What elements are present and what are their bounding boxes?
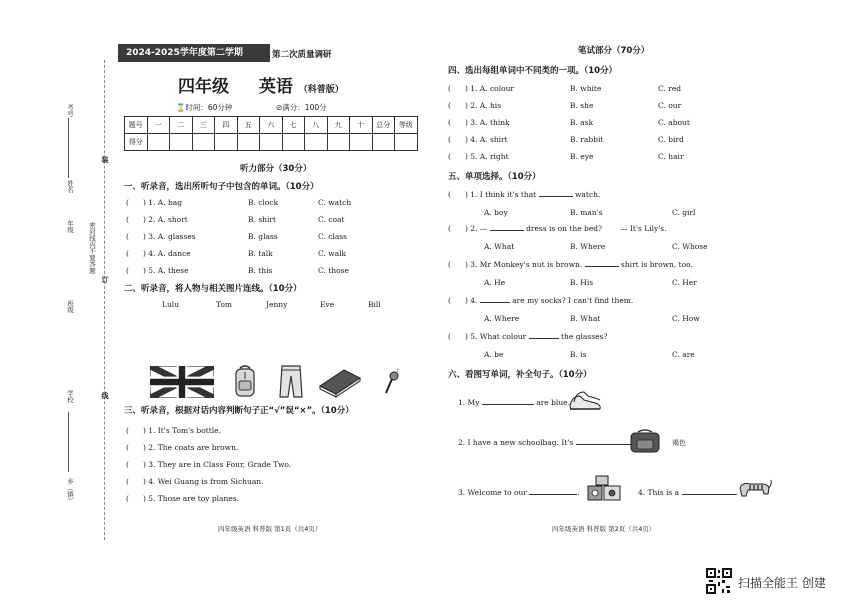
exam-title (178, 72, 344, 97)
tiger-icon (736, 478, 772, 500)
list-item: ( ) 5. What colour the glasses? (448, 332, 608, 341)
list-item (458, 438, 634, 447)
score-cell[interactable] (327, 134, 350, 151)
title-banner: 2024-2025学年度第二学期 (118, 44, 270, 62)
list-item: ( ) 4. Wei Guang is from Sichuan. (126, 477, 264, 486)
list-item: ( ) 5. Those are toy planes. (126, 494, 240, 503)
option-b: B. man's (570, 208, 603, 217)
fill-blank[interactable] (529, 494, 577, 495)
option-a: 5. A. right (470, 152, 509, 161)
list-item: ( ) 3. They are in Class Four, Grade Two. (126, 460, 292, 469)
section4-title: 四、选出每组单词中不同类的一项。（10分） (448, 66, 618, 76)
list-item: ( ) 5. A. right (448, 152, 509, 161)
backpack-icon (232, 364, 258, 398)
score-cell[interactable] (147, 134, 170, 151)
score-table (124, 116, 418, 151)
score-cell[interactable] (350, 134, 373, 151)
score-cell: 四 (215, 117, 238, 134)
list-item: ( ) 3. Mr Monkey's nut is brown. shirt is brown, too. (448, 260, 693, 269)
person-name: Tom (216, 300, 233, 309)
option-c: C. about (658, 118, 690, 127)
margin-label-town: 乡（镇） (66, 478, 74, 504)
option-c: C. are (672, 350, 695, 359)
microphone-icon (382, 368, 402, 396)
option-c: C. Her (672, 278, 697, 287)
margin-label-class: 班级 (66, 300, 74, 313)
question-text: the glasses? (561, 332, 608, 341)
option-a: 3. A. glasses (148, 232, 196, 241)
option-b: B. ask (570, 118, 594, 127)
statement: 2. The coats are brown. (148, 443, 239, 452)
list-item: ( ) 4. A. dance (126, 249, 191, 258)
book-icon (318, 366, 362, 398)
title-subject: 英语 (258, 77, 293, 97)
check-circle-icon: ⊘ (276, 103, 283, 112)
score-total-info (276, 102, 327, 113)
svg-text:♪: ♪ (396, 368, 400, 374)
option-c: C. girl (672, 208, 696, 217)
title-grade: 四年级 (178, 77, 229, 97)
left-page-footer: 四年级英语 科普版 第1页（共4页） (218, 525, 322, 533)
option-c: C. our (658, 101, 682, 110)
score-cell: 八 (305, 117, 328, 134)
option-b: B. Where (570, 242, 606, 251)
listening-title: 听力部分（30分） (240, 164, 312, 174)
score-cell: 等级 (395, 117, 418, 134)
option-c: C. those (318, 266, 349, 275)
question-text: . (577, 488, 580, 497)
shoes-icon (568, 388, 602, 412)
person-name: Jenny (266, 300, 288, 309)
option-a: 1. A. colour (470, 84, 515, 93)
list-item: ( ) 2. A. his (448, 101, 502, 110)
color-hint: 褐色 (672, 439, 686, 447)
list-item: ( ) 1. A. bag (126, 198, 183, 207)
score-table-score-row (125, 134, 418, 151)
written-title: 笔试部分（70分） (578, 46, 650, 56)
margin-label-name: 姓名 (66, 180, 74, 193)
margin-note: 密封线内不要答题 (88, 222, 96, 274)
option-b: B. she (570, 101, 594, 110)
fill-blank[interactable] (576, 444, 632, 445)
option-a: 3. A. think (470, 118, 510, 127)
person-name: Lulu (162, 300, 180, 309)
option-b: B. talk (248, 249, 273, 258)
list-item: ( ) 3. A. glasses (126, 232, 196, 241)
qr-code-icon (706, 568, 732, 594)
binding-line (104, 60, 105, 540)
question-text: — It's Lily's. (620, 224, 667, 233)
question-text: dress is on the bed? (526, 224, 603, 233)
option-a: A. What (484, 242, 515, 251)
option-b: B. shirt (248, 215, 276, 224)
score-cell: 三 (192, 117, 215, 134)
right-page-footer: 四年级英语 科普版 第2页（共4页） (552, 525, 656, 533)
watermark-text: 扫描全能王 创建 (738, 576, 826, 590)
question-text: watch. (574, 190, 601, 199)
score-cell: 七 (282, 117, 305, 134)
list-item: ( ) 2. — dress is on the bed? — It's Lily's. (448, 224, 667, 233)
option-b: B. clock (248, 198, 279, 207)
question-text: 1. I think it's that (470, 190, 537, 199)
statement: 5. Those are toy planes. (148, 494, 240, 503)
section1-title: 一、听录音，选出所听句子中包含的单词。（10分） (124, 182, 319, 192)
option-c: C. walk (318, 249, 347, 258)
score-cell: 十 (350, 117, 373, 134)
statement: 4. Wei Guang is from Sichuan. (148, 477, 264, 486)
margin-line-school (68, 412, 69, 472)
option-a: 4. A. dance (148, 249, 191, 258)
score-cell: 得分 (125, 134, 148, 151)
question-text: 4. (470, 296, 478, 305)
option-c: C. Whose (672, 242, 708, 251)
option-a: 5. A. these (148, 266, 189, 275)
question-text: 4. This is a (638, 488, 680, 497)
trousers-icon (279, 364, 303, 398)
option-b: B. His (570, 278, 594, 287)
list-item: ( ) 4. A. shirt (448, 135, 508, 144)
question-text: are my socks? I can't find them. (512, 296, 634, 305)
score-cell[interactable] (372, 134, 395, 151)
question-text: are blue. (536, 398, 570, 407)
score-cell[interactable] (170, 134, 193, 151)
question-text: . (735, 488, 738, 497)
section6-title: 六、看图写单词，补全句子。（10分） (448, 370, 592, 380)
option-b: B. eye (570, 152, 594, 161)
option-c: C. class (318, 232, 348, 241)
list-item (458, 488, 580, 497)
margin-label-school: 学校 (66, 390, 74, 403)
time-info (176, 102, 232, 113)
margin-ding: 订 (101, 276, 109, 283)
question-text: 3. Welcome to our (458, 488, 527, 497)
clock-icon: ⌛ (176, 103, 186, 112)
option-a: 2. A. his (470, 101, 502, 110)
option-c: C. bird (658, 135, 684, 144)
score-cell[interactable] (282, 134, 305, 151)
option-a: 2. A. short (148, 215, 188, 224)
score-cell: 二 (170, 117, 193, 134)
option-a: 4. A. shirt (470, 135, 508, 144)
score-cell[interactable] (215, 134, 238, 151)
question-text: shirt is brown, too. (621, 260, 693, 269)
schoolbag-icon (628, 428, 662, 454)
margin-zhuang: 装 (101, 156, 109, 163)
question-text: 5. What colour (470, 332, 527, 341)
score-cell: 九 (327, 117, 350, 134)
statement: 3. They are in Class Four, Grade Two. (148, 460, 292, 469)
section3-title: 三、听录音，根据对话内容判断句子正“√”误“×”。（10分） (124, 406, 354, 416)
exam-subtitle: 第二次质量调研 (272, 50, 332, 60)
list-item: ( ) 3. A. think (448, 118, 510, 127)
option-b: B. glass (248, 232, 278, 241)
option-b: B. is (570, 350, 587, 359)
option-b: B. this (248, 266, 273, 275)
fill-blank[interactable] (682, 494, 736, 495)
score-cell[interactable] (192, 134, 215, 151)
question-text: 2. — (470, 224, 488, 233)
option-a: A. be (484, 350, 504, 359)
score-cell: 五 (237, 117, 260, 134)
list-item: ( ) 5. A. these (126, 266, 189, 275)
score-cell[interactable] (260, 134, 283, 151)
margin-xian: 线 (101, 392, 109, 399)
margin-label-kaohao: 考号 (66, 104, 74, 117)
person-name: Bill (368, 300, 381, 309)
option-b: B. What (570, 314, 601, 323)
question-text: 1. My (458, 398, 480, 407)
list-item: ( ) 1. A. colour (448, 84, 515, 93)
fill-blank[interactable] (529, 338, 559, 339)
option-a: 1. A. bag (148, 198, 183, 207)
list-item (458, 398, 570, 407)
section2-title: 二、听录音，将人物与相关图片连线。（10分） (124, 284, 302, 294)
option-c: C. red (658, 84, 682, 93)
score-total-text: 满分：100分 (282, 103, 327, 112)
fill-blank[interactable] (585, 266, 619, 267)
fill-blank[interactable] (482, 404, 534, 405)
option-a: A. He (484, 278, 506, 287)
option-a: A. Where (484, 314, 520, 323)
list-item: ( ) 1. I think it's that watch. (448, 190, 601, 199)
list-item: ( ) 2. A. short (126, 215, 188, 224)
option-b: B. rabbit (570, 135, 604, 144)
person-name: Eve (320, 300, 335, 309)
score-cell: 题号 (125, 117, 148, 134)
score-cell[interactable] (305, 134, 328, 151)
option-c: C. watch (318, 198, 352, 207)
option-b: B. white (570, 84, 602, 93)
score-cell[interactable] (395, 134, 418, 151)
score-cell: 总分 (372, 117, 395, 134)
list-item (638, 488, 738, 497)
shop-toys-icon (586, 474, 624, 502)
question-text: 2. I have a new schoolbag. It's (458, 438, 574, 447)
score-cell: 六 (260, 117, 283, 134)
list-item: ( ) 4. are my socks? I can't find them. (448, 296, 634, 305)
list-item: ( ) 1. It's Tom's bottle. (126, 426, 221, 435)
uk-flag-icon (150, 366, 214, 398)
margin-line-kaohao (68, 118, 69, 178)
score-cell: 一 (147, 117, 170, 134)
option-c: C. hair (658, 152, 684, 161)
score-cell[interactable] (237, 134, 260, 151)
title-edition: （科普版） (298, 85, 344, 95)
time-text: 时间：60分钟 (185, 103, 233, 112)
statement: 1. It's Tom's bottle. (148, 426, 221, 435)
fill-blank[interactable] (480, 302, 510, 303)
option-c: C. coat (318, 215, 345, 224)
section5-title: 五、单项选择。（10分） (448, 172, 541, 182)
list-item: ( ) 2. The coats are brown. (126, 443, 239, 452)
question-text: 3. Mr Monkey's nut is brown. (470, 260, 583, 269)
option-a: A. boy (484, 208, 508, 217)
fill-blank[interactable] (539, 196, 573, 197)
option-c: C. How (672, 314, 700, 323)
margin-label-grade: 年级 (66, 220, 74, 233)
fill-blank[interactable] (490, 230, 524, 231)
score-table-header-row (125, 117, 418, 134)
